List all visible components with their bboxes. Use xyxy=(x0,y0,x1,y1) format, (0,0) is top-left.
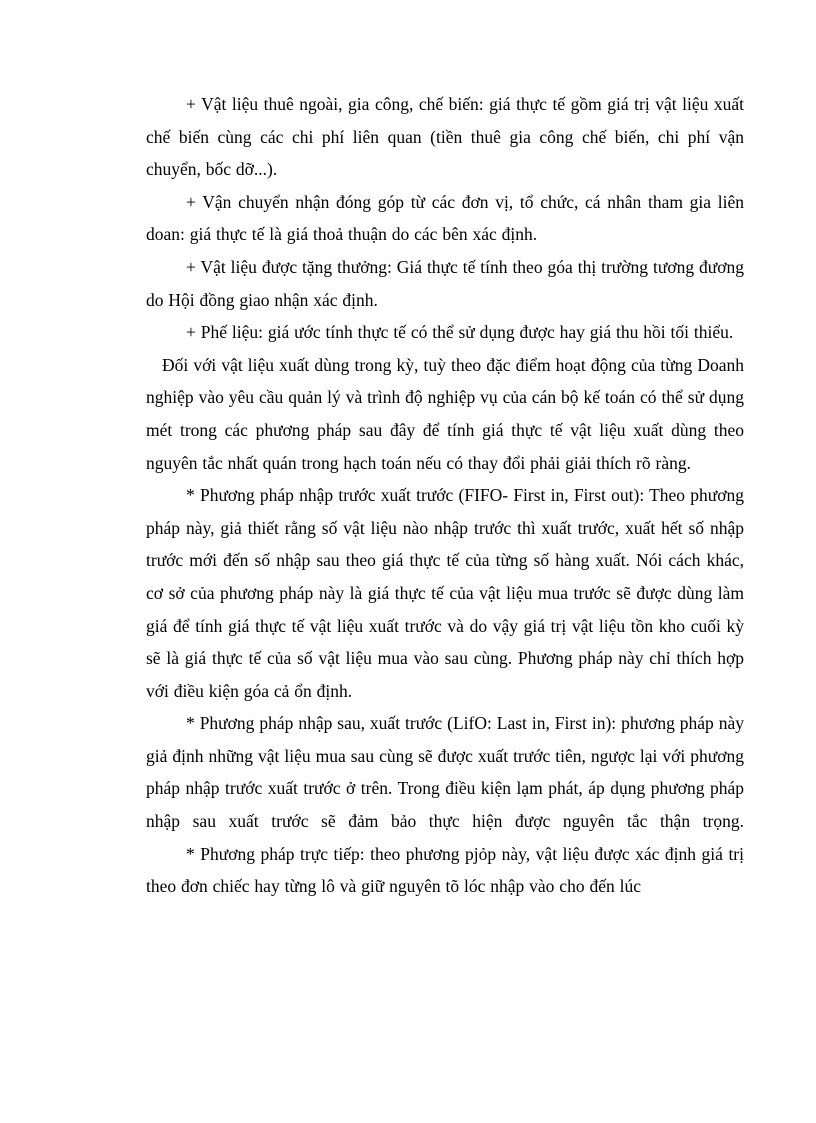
paragraph-scrap-materials: + Phế liệu: giá ước tính thực tế có thể sử dụng được hay giá thu hồi tối thiểu. xyxy=(186,322,734,343)
paragraph-lifo-method: * Phương pháp nhập sau, xuất trước (LifO: Last in, First in): phương pháp này giả định những vật liệu mua sau cùng sẽ được xuất trước tiên, ngược lại với phương pháp nhập trước xuất trước ở trên. Trong điều kiện lạm phát, áp dụng phương pháp nhập sau xuất trước sẽ đảm bảo thực hiện được nguyên tắc thận trọng. xyxy=(146,713,744,832)
document-body xyxy=(146,88,744,903)
paragraph-specific-identification-method: * Phương pháp trực tiếp: theo phương pjỏp này, vật liệu được xác định giá trị theo đơn chiếc hay từng lô và giữ nguyên tõ lóc nhập vào cho đến lúc xyxy=(146,843,744,897)
paragraph-awarded-materials: + Vật liệu được tặng thưởng: Giá thực tế tính theo góa thị trường tương đương do Hội đồng giao nhận xác định. xyxy=(146,256,744,310)
paragraph-fifo-method: * Phương pháp nhập trước xuất trước (FIFO- First in, First out): Theo phương pháp này, giả thiết rằng số vật liệu nào nhập trước thì xuất trước, xuất hết số nhập trước mới đến số nhập sau theo giá thực tế của từng số hàng xuất. Nói cách khác, cơ sở của phương pháp này là giá thực tế của vật liệu mua trước sẽ được dùng làm giá để tính giá thực tế vật liệu xuất trước và do vậy giá trị vật liệu tồn kho cuối kỳ sẽ là giá thực tế của số vật liệu mua vào sau cùng. Phương pháp này chỉ thích hợp với điều kiện góa cả ổn định. xyxy=(146,485,744,701)
paragraph-contributed-materials: + Vận chuyển nhận đóng góp từ các đơn vị, tổ chức, cá nhân tham gia liên doan: giá thực tế là giá thoả thuận do các bên xác định. xyxy=(146,191,744,245)
paragraph-issued-materials: Đối với vật liệu xuất dùng trong kỳ, tuỳ theo đặc điểm hoạt động của từng Doanh nghiệp vào yêu cầu quản lý và trình độ nghiệp vụ của cán bộ kế toán có thể sử dụng mét trong các phương pháp sau đây để tính giá thực tế vật liệu xuất dùng theo nguyên tắc nhất quán trong hạch toán nếu có thay đổi phải giải thích rõ ràng. xyxy=(146,354,744,473)
paragraph-outsourced-materials: + Vật liệu thuê ngoài, gia công, chế biến: giá thực tế gồm giá trị vật liệu xuất chế biến cùng các chi phí liên quan (tiền thuê gia công chế biến, chi phí vận chuyển, bốc dỡ...). xyxy=(146,94,744,180)
